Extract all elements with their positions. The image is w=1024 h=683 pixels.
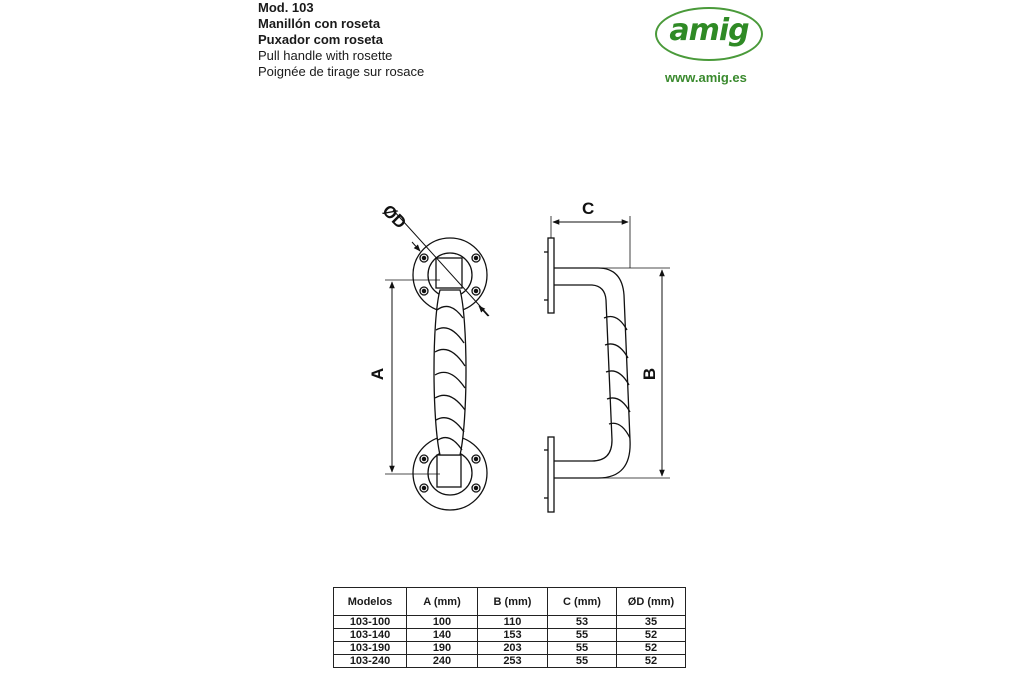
cell-c: 55	[548, 629, 617, 642]
table-row	[334, 655, 686, 668]
cell-b: 253	[478, 655, 548, 668]
cell-model: 103-100	[334, 616, 407, 629]
cell-model: 103-140	[334, 629, 407, 642]
cell-c: 53	[548, 616, 617, 629]
cell-c: 55	[548, 655, 617, 668]
side-handle-inner	[554, 285, 612, 461]
col-header-models: Modelos	[334, 588, 407, 616]
table-row	[334, 629, 686, 642]
cell-d: 52	[617, 655, 686, 668]
table-header-row	[334, 588, 686, 616]
dim-b-label: B	[640, 367, 660, 381]
bottom-wall-plate	[548, 437, 554, 512]
product-name-pt: Puxador com roseta	[258, 32, 383, 47]
specs-table	[333, 587, 686, 668]
cell-d: 52	[617, 629, 686, 642]
col-header-b: B (mm)	[478, 588, 548, 616]
product-name-fr: Poignée de tirage sur rosace	[258, 64, 425, 79]
table-row	[334, 642, 686, 655]
side-view	[544, 216, 670, 512]
model-number: Mod. 103	[258, 0, 314, 15]
table-row	[334, 616, 686, 629]
product-name-es: Manillón con roseta	[258, 16, 381, 31]
cell-b: 203	[478, 642, 548, 655]
cell-b: 153	[478, 629, 548, 642]
cell-c: 55	[548, 642, 617, 655]
cell-a: 140	[407, 629, 478, 642]
cell-model: 103-240	[334, 655, 407, 668]
bottom-mount-slot	[437, 455, 461, 487]
cell-b: 110	[478, 616, 548, 629]
dim-d-label: ØD	[378, 201, 411, 233]
col-header-a: A (mm)	[407, 588, 478, 616]
col-header-d: ØD (mm)	[617, 588, 686, 616]
top-wall-plate	[548, 238, 554, 313]
col-header-c: C (mm)	[548, 588, 617, 616]
dim-c-label: C	[582, 199, 595, 218]
brand-url: www.amig.es	[665, 70, 747, 85]
product-name-en: Pull handle with rosette	[258, 48, 393, 63]
cell-a: 240	[407, 655, 478, 668]
dim-a-label: A	[368, 367, 388, 381]
cell-a: 100	[407, 616, 478, 629]
cell-model: 103-190	[334, 642, 407, 655]
cell-a: 190	[407, 642, 478, 655]
front-view	[385, 210, 489, 510]
logo-text: amig	[669, 13, 749, 48]
cell-d: 52	[617, 642, 686, 655]
cell-d: 35	[617, 616, 686, 629]
